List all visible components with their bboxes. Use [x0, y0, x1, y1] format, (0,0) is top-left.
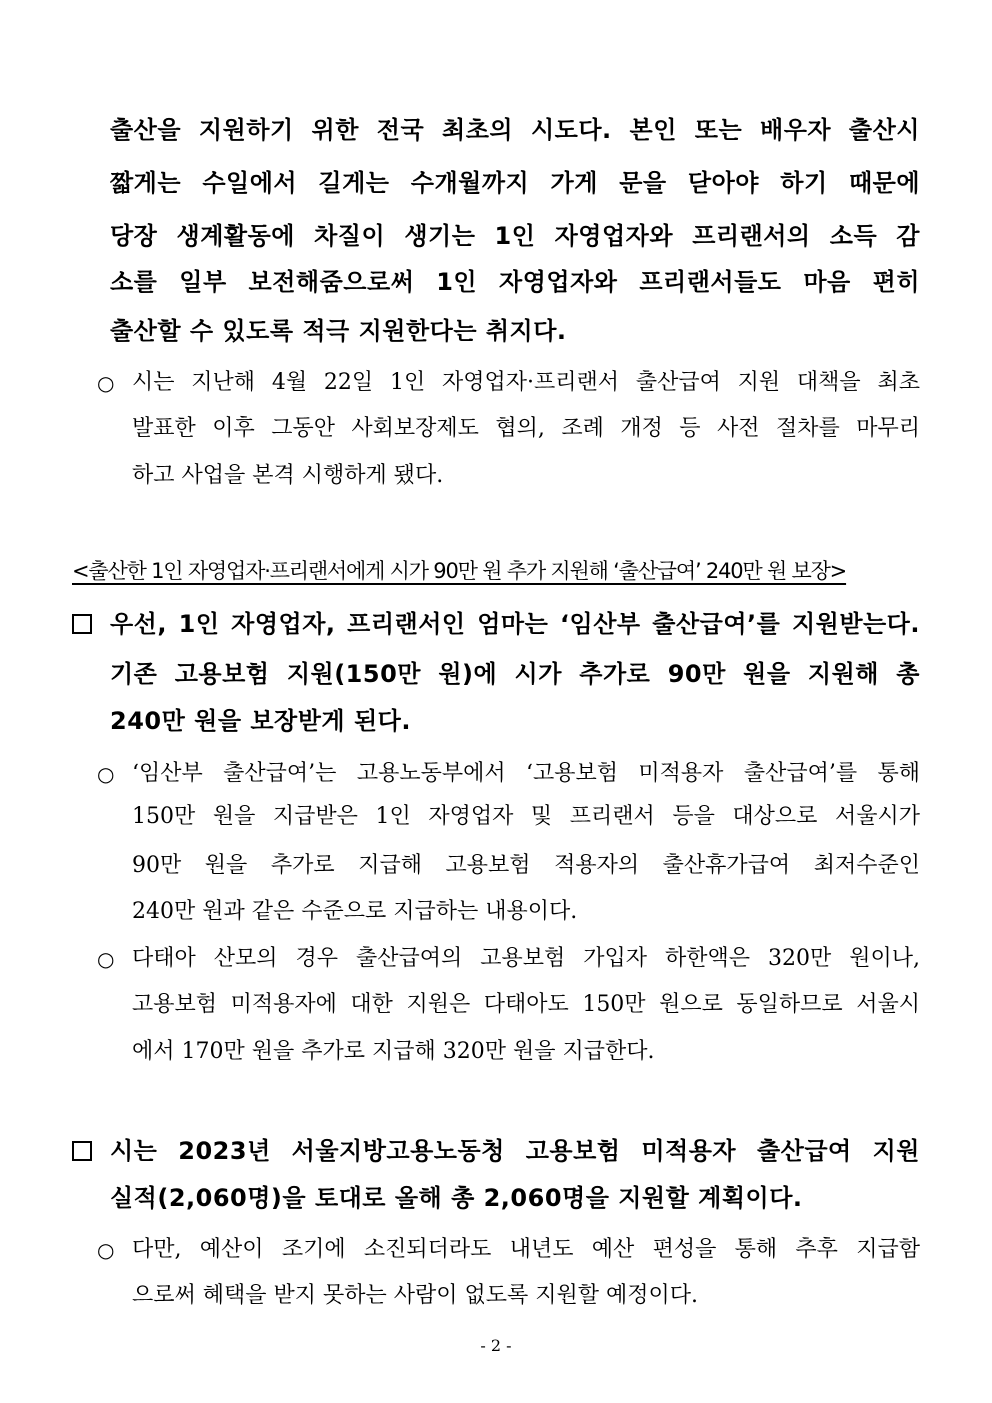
circle-bullet-icon: ○: [97, 947, 115, 971]
note-line: 고용보험 미적용자에 대한 지원은 다태아도 150만 원으로 동일하므로 서울시: [132, 992, 920, 1017]
note-line: 다태아 산모의 경우 출산급여의 고용보험 가입자 하한액은 320만 원이나,: [132, 946, 920, 971]
note-line: 시는 지난해 4월 22일 1인 자영업자·프리랜서 출산급여 지원 대책을 최초: [132, 370, 920, 395]
circle-bullet-icon: ○: [97, 371, 115, 395]
note-line: 다만, 예산이 조기에 소진되더라도 내년도 예산 편성을 통해 추후 지급함: [132, 1237, 920, 1262]
intro-line: 출산할 수 있도록 적극 지원한다는 취지다.: [110, 317, 567, 345]
section-subheading: <출산한 1인 자영업자·프리랜서에게 시가 90만 원 추가 지원해 ‘출산급여’ 240만 원 보장>: [72, 559, 847, 583]
square-bullet-icon: [72, 1141, 92, 1161]
intro-line: 소를 일부 보전해줌으로써 1인 자영업자와 프리랜서들도 마음 편히: [110, 268, 920, 296]
note-line: 240만 원과 같은 수준으로 지급하는 내용이다.: [132, 899, 578, 924]
section-line: 기존 고용보험 지원(150만 원)에 시가 추가로 90만 원을 지원해 총: [110, 660, 920, 688]
note-line: 발표한 이후 그동안 사회보장제도 협의, 조례 개정 등 사전 절차를 마무리: [132, 416, 920, 441]
circle-bullet-icon: ○: [97, 1238, 115, 1262]
intro-line: 짧게는 수일에서 길게는 수개월까지 가게 문을 닫아야 하기 때문에: [110, 169, 920, 197]
intro-line: 당장 생계활동에 차질이 생기는 1인 자영업자와 프리랜서의 소득 감: [110, 222, 920, 250]
section-line: 시는 2023년 서울지방고용노동청 고용보험 미적용자 출산급여 지원: [110, 1137, 920, 1165]
note-line: 하고 사업을 본격 시행하게 됐다.: [132, 463, 444, 488]
intro-line: 출산을 지원하기 위한 전국 최초의 시도다. 본인 또는 배우자 출산시: [110, 116, 920, 144]
square-bullet-icon: [72, 614, 92, 634]
section-line: 실적(2,060명)을 토대로 올해 총 2,060명을 지원할 계획이다.: [110, 1184, 803, 1212]
note-line: ‘임산부 출산급여’는 고용노동부에서 ‘고용보험 미적용자 출산급여’를 통해: [132, 761, 920, 786]
note-line: 에서 170만 원을 추가로 지급해 320만 원을 지급한다.: [132, 1039, 655, 1064]
note-line: 으로써 혜택을 받지 못하는 사람이 없도록 지원할 예정이다.: [132, 1283, 698, 1308]
note-line: 90만 원을 추가로 지급해 고용보험 적용자의 출산휴가급여 최저수준인: [132, 853, 920, 878]
section-line: 240만 원을 보장받게 된다.: [110, 707, 411, 735]
circle-bullet-icon: ○: [97, 762, 115, 786]
section-line: 우선, 1인 자영업자, 프리랜서인 엄마는 ‘임산부 출산급여’를 지원받는다.: [110, 610, 920, 638]
note-line: 150만 원을 지급받은 1인 자영업자 및 프리랜서 등을 대상으로 서울시가: [132, 804, 920, 829]
page-number: - 2 -: [480, 1336, 512, 1355]
